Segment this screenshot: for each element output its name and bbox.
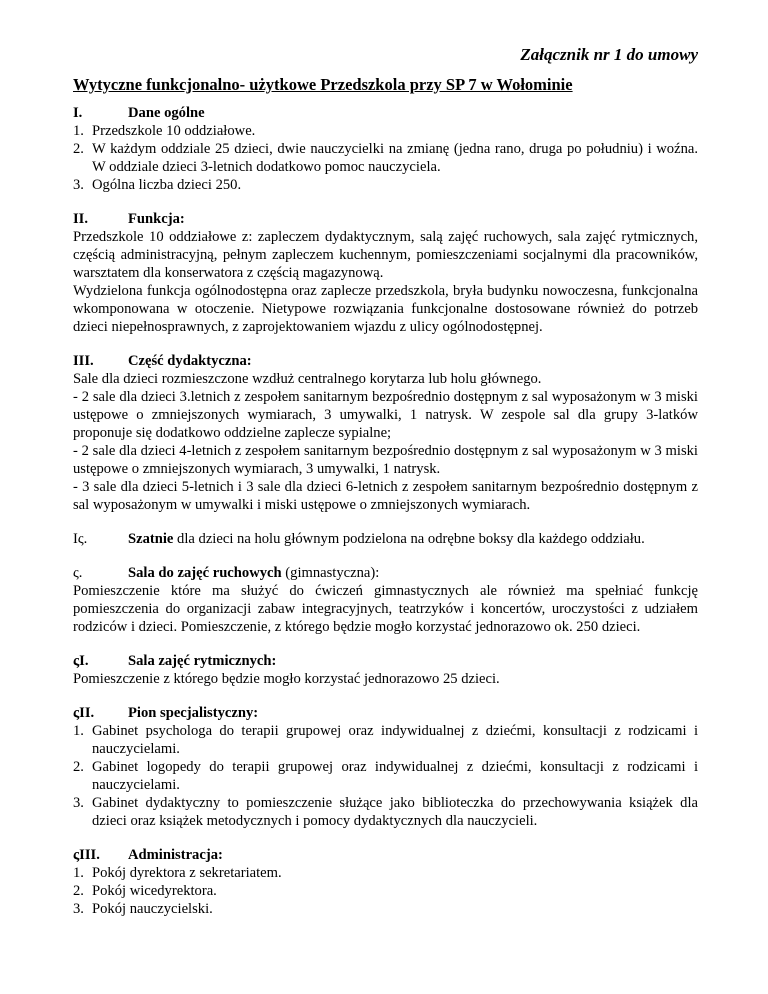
paragraph: Wydzielona funkcja ogólnodostępna oraz zaplecze przedszkola, bryła budynku nowoczesna, funkcjonalna wkomponowana w otoczenie. Nietypowe rozwiązania funkcjonalne dostosowane również do potrzeb dzieci niepełnosprawnych, z zaprojektowaniem wjazdu z ulicy ogólnodostępnej.: [73, 283, 698, 335]
section-number: ςI.: [73, 653, 89, 669]
item-text: Przedszkole 10 oddziałowe.: [92, 123, 256, 139]
paragraph: - 2 sale dla dzieci 4-letnich z zespołem sanitarnym bezpośrednio dostępnym z sal wyposażonym w 3 miski ustępowe o zmniejszonych wymiarach, 3 umywalki, 1 natrysk.: [73, 443, 698, 477]
section-administration: [73, 846, 698, 918]
section-title: Sala do zajęć ruchowych: [128, 565, 282, 581]
section-rhythm: [73, 652, 698, 688]
item-text: Pokój nauczycielski.: [92, 901, 213, 917]
item-text: W każdym oddziale 25 dzieci, dwie nauczycielki na zmianę (jedna rano, druga po południu) i woźna. W oddziale dzieci 3-letnich dodatkowo pomoc nauczyciela.: [92, 141, 698, 175]
item-text: Pokój dyrektora z sekretariatem.: [92, 865, 282, 881]
section-number: ςIII.: [73, 847, 100, 863]
item-number: 2.: [73, 759, 84, 775]
paragraph: - 2 sale dla dzieci 3.letnich z zespołem sanitarnym bezpośrednio dostępnym z sal wyposażonym w 3 miski ustępowe o zmniejszonych wymiarach, 3 umywalki, 1 natrysk. W zespole sal dla grupy 3-latków proponuje się dodatkowo oddzielne zaplecze sypialne;: [73, 389, 698, 441]
list-item: [73, 758, 698, 794]
item-number: 3.: [73, 177, 84, 193]
list-item: [73, 140, 698, 176]
list-item: [73, 864, 698, 882]
list-item: [73, 122, 698, 140]
document-title: Wytyczne funkcjonalno- użytkowe Przedszkola przy SP 7 w Wołominie: [73, 75, 573, 94]
section-heading: [73, 846, 698, 864]
section-title: Część dydaktyczna:: [128, 353, 252, 369]
item-text: Ogólna liczba dzieci 250.: [92, 177, 242, 193]
item-number: 3.: [73, 795, 84, 811]
list-item: [73, 176, 698, 194]
section-number: ςII.: [73, 705, 95, 721]
section-number: I.: [73, 105, 83, 121]
item-number: 1.: [73, 865, 84, 881]
paragraph: Sale dla dzieci rozmieszczone wzdłuż centralnego korytarza lub holu głównego.: [73, 371, 542, 387]
item-number: 2.: [73, 141, 84, 157]
paragraph: - 3 sale dla dzieci 5-letnich i 3 sale dla dzieci 6-letnich z zespołem sanitarnym bezpośrednio dostępnym z sal wyposażonym w umywalki i miski ustępowe o zmniejszonych wymiarach.: [73, 479, 698, 513]
section-title: Administracja:: [128, 847, 223, 863]
section-number: II.: [73, 211, 89, 227]
section-title: Szatnie: [128, 531, 174, 547]
section-number: ς.: [73, 565, 83, 581]
section-heading: [73, 704, 698, 722]
section-cloakroom: [73, 530, 698, 548]
numbered-list: [73, 722, 698, 830]
item-text: Gabinet dydaktyczny to pomieszczenie służące jako biblioteczka do przechowywania książek dla dzieci oraz książek metodycznych i pomocy dydaktycznych dla nauczycieli.: [92, 795, 698, 829]
annex-label: Załącznik nr 1 do umowy: [520, 45, 698, 64]
section-rest: dla dzieci na holu głównym podzielona na odrębne boksy dla każdego oddziału.: [173, 531, 645, 547]
item-number: 2.: [73, 883, 84, 899]
item-text: Pokój wicedyrektora.: [92, 883, 217, 899]
item-text: Gabinet logopedy do terapii grupowej oraz indywidualnej z dziećmi, konsultacji z rodzicami i nauczycielami.: [92, 759, 698, 793]
section-rest: (gimnastyczna):: [281, 565, 380, 581]
section-heading: [73, 652, 698, 670]
section-specialist: [73, 704, 698, 830]
list-item: [73, 794, 698, 830]
paragraph: Pomieszczenie z którego będzie mogło korzystać jednorazowo 25 dzieci.: [73, 671, 500, 687]
list-item: [73, 900, 698, 918]
section-text: [128, 530, 645, 548]
section-number: III.: [73, 353, 94, 369]
item-number: 1.: [73, 123, 84, 139]
list-item: [73, 722, 698, 758]
section-text: [128, 564, 379, 582]
section-heading: [73, 352, 698, 370]
item-number: 3.: [73, 901, 84, 917]
section-line: [73, 564, 698, 582]
item-text: Gabinet psychologa do terapii grupowej oraz indywidualnej z dziećmi, konsultacji z rodzicami i nauczycielami.: [92, 723, 698, 757]
paragraph: Przedszkole 10 oddziałowe z: zapleczem dydaktycznym, salą zajęć ruchowych, sala zajęć rytmicznych, częścią administracyjną, pełnym zapleczem kuchennym, pomieszczeniami socjalnymi dla pracowników, warsztatem dla konserwatora z częścią magazynową.: [73, 229, 698, 281]
section-title: Pion specjalistyczny:: [128, 705, 259, 721]
section-function: [73, 210, 698, 336]
item-number: 1.: [73, 723, 84, 739]
section-line: [73, 530, 698, 548]
section-heading: [73, 104, 698, 122]
section-title: Dane ogólne: [128, 105, 205, 121]
section-gym: [73, 564, 698, 636]
section-title: Sala zajęć rytmicznych:: [128, 653, 277, 669]
section-number: Iς.: [73, 531, 88, 547]
section-general: [73, 104, 698, 194]
section-didactic: [73, 352, 698, 514]
numbered-list: [73, 864, 698, 918]
list-item: [73, 882, 698, 900]
section-title: Funkcja:: [128, 211, 185, 227]
section-heading: [73, 210, 698, 228]
paragraph: Pomieszczenie które ma służyć do ćwiczeń gimnastycznych ale również ma spełniać funkcję pomieszczenia do organizacji zabaw integracyjnych, teatrzyków i koncertów, uroczystości z udziałem rodziców i dzieci. Pomieszczenie, z którego będzie mogło korzystać jednorazowo ok. 250 dzieci.: [73, 583, 698, 635]
numbered-list: [73, 122, 698, 194]
